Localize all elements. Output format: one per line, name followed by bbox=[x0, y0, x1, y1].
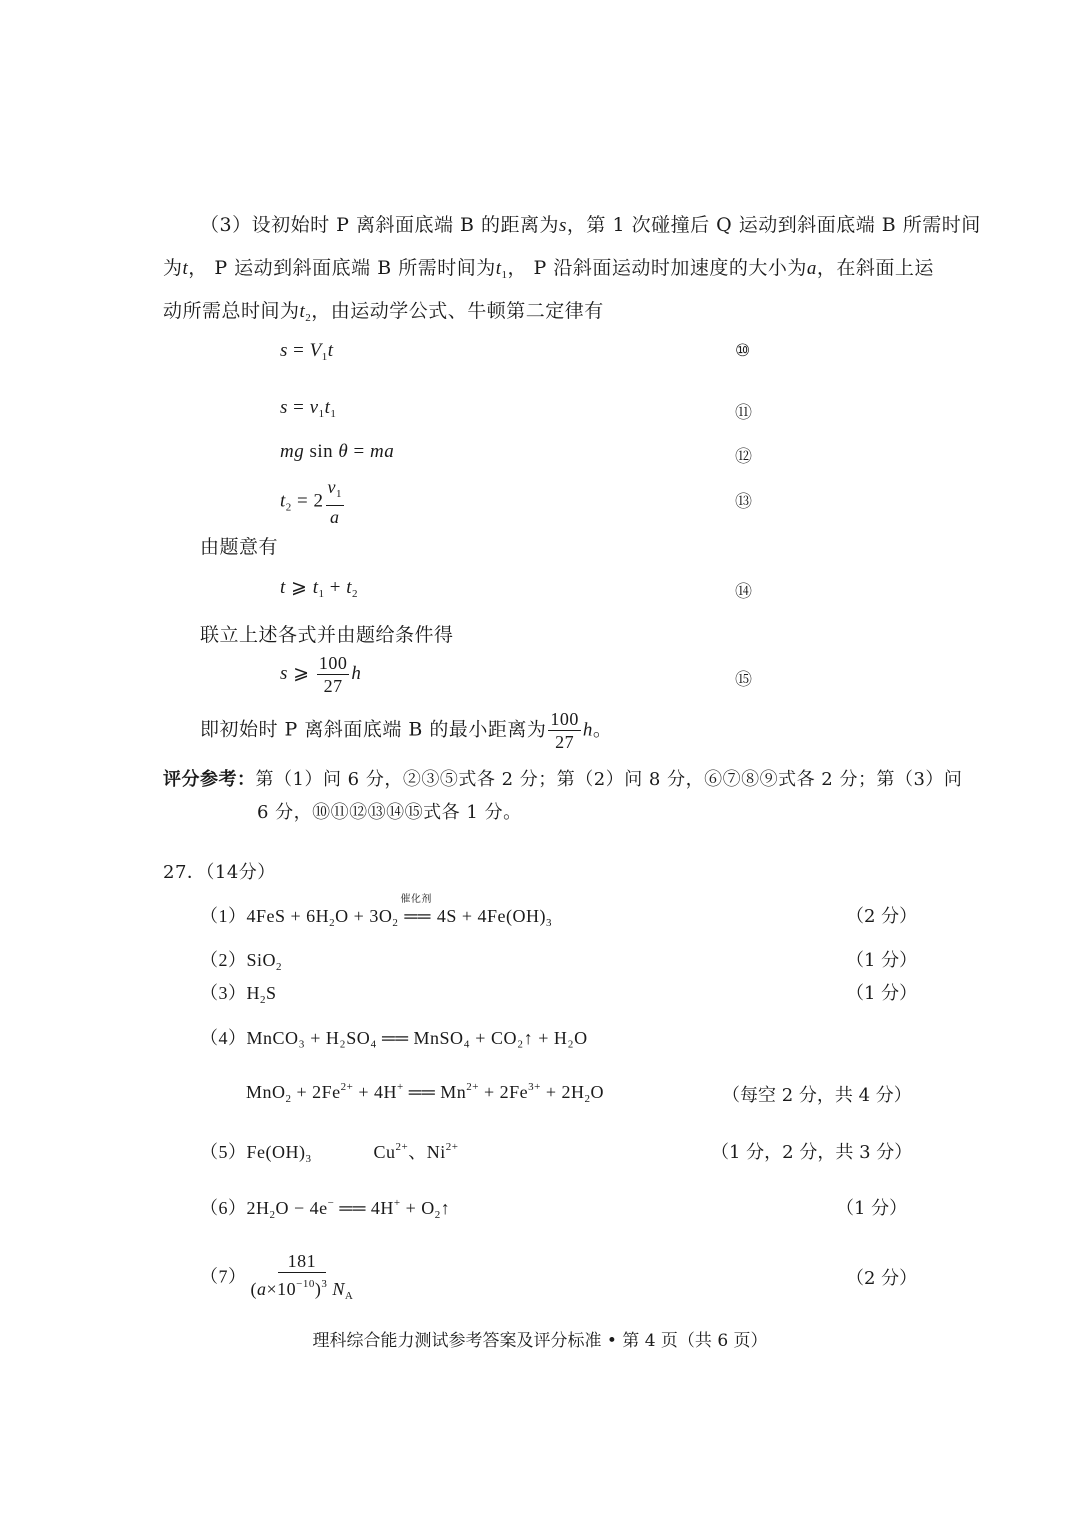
conclusion-line: 即初始时 P 离斜面底端 B 的最小距离为 $\frac{100}{27}$ h。 bbox=[200, 709, 613, 752]
q27-title: 27．（14分） bbox=[163, 862, 276, 883]
q27-score-7: （2 分） bbox=[846, 1268, 918, 1289]
given-text: 由题意有 bbox=[200, 536, 279, 558]
equation-11-number: ⑪ bbox=[735, 403, 752, 423]
equation-10-number: ⑩ bbox=[735, 341, 751, 361]
equation-11: $s = v_1t_1$ bbox=[280, 397, 337, 420]
part3-line1: （3）设初始时 P 离斜面底端 B 的距离为s，第 1 次碰撞后 Q 运动到斜面底端 B 所需时间 bbox=[200, 214, 981, 236]
q27-answer-1: $(1)4FeS + 6H_2O + 3O_2$ 催化剂 ══ $4S + 4Fe(OH)_3$ bbox=[200, 894, 552, 929]
q27-score-3: （1 分） bbox=[846, 983, 918, 1004]
q27-answer-4-line1: （4）MnCO₃ + H₂SO₄ ══ MnSO₄ + CO₂↑ + H₂O bbox=[200, 1028, 588, 1048]
equation-13: $t_2 = 2$ $\frac{v_1}{a}$ bbox=[280, 477, 342, 527]
q27-score-5: （1 分，2 分，共 3 分） bbox=[711, 1142, 913, 1163]
fraction-181: $\frac{181}{(a\times 10^{-10})^3 N_A}$ bbox=[250, 1251, 354, 1302]
catalyst-equals-sign: 催化剂 ══ bbox=[400, 894, 432, 926]
scoring-line2: 6 分，⑩⑪⑫⑬⑭⑮式各 1 分。 bbox=[257, 802, 522, 823]
combine-text: 联立上述各式并由题给条件得 bbox=[200, 624, 454, 646]
fraction-v1-over-a: $\frac{v_1}{a}$ bbox=[327, 477, 342, 527]
q27-answer-7: （7） $\frac{181}{(a\times 10^{-10})^3 N_A}$ bbox=[200, 1250, 355, 1307]
equation-12-number: ⑫ bbox=[735, 447, 752, 467]
q27-score-2: （1 分） bbox=[846, 950, 918, 971]
equation-10: $s = V_1t$ bbox=[280, 340, 334, 363]
page-footer: 理科综合能力测试参考答案及评分标准 • 第 4 页（共 6 页） bbox=[312, 1331, 768, 1351]
equation-12: mg sin θ = ma bbox=[280, 441, 395, 462]
q27-answer-6: $(6)2H_2O - 4e^-$ ══ $4H^+ + O_2↑$ bbox=[200, 1197, 451, 1221]
part3-line2: 为t， P 运动到斜面底端 B 所需时间为$t_1$， P 沿斜面运动时加速度的大小为a，在斜面上运 bbox=[163, 257, 934, 281]
q27-answer-5: $(5)Fe(OH)_3$ $Cu^{2+}$、$Ni^{2+}$ bbox=[200, 1141, 459, 1165]
equation-14-number: ⑭ bbox=[735, 582, 752, 602]
q27-answer-3: $(3)H_2S$ bbox=[200, 983, 277, 1006]
equation-15: s ⩾ $\frac{100}{27}$ h bbox=[280, 653, 362, 696]
q27-answer-4-line2: $MnO_2 + 2Fe^{2+} + 4H^+$ ══ $Mn^{2+} + 2Fe^{3+} + 2H_2O$ bbox=[246, 1081, 605, 1105]
q27-score-4: （每空 2 分，共 4 分） bbox=[722, 1085, 912, 1106]
q27-score-6: （1 分） bbox=[836, 1198, 908, 1219]
fraction-conclusion: $\frac{100}{27}$ bbox=[550, 709, 579, 752]
equation-14: t ⩾ $t_1 + t_2$ bbox=[280, 577, 358, 600]
q27-score-1: （2 分） bbox=[846, 906, 918, 927]
fraction-100-over-27: $\frac{100}{27}$ bbox=[318, 653, 348, 696]
q27-answer-2: （2）SiO$_2$ bbox=[200, 950, 283, 973]
equation-13-number: ⑬ bbox=[735, 492, 752, 512]
equation-15-number: ⑮ bbox=[735, 670, 752, 690]
scoring-line1: 评分参考：第（1）问 6 分，②③⑤式各 2 分；第（2）问 8 分，⑥⑦⑧⑨式各 2 分；第（3）问 bbox=[163, 769, 963, 790]
part3-line3: 动所需总时间为$t_2$，由运动学公式、牛顿第二定律有 bbox=[163, 300, 604, 324]
